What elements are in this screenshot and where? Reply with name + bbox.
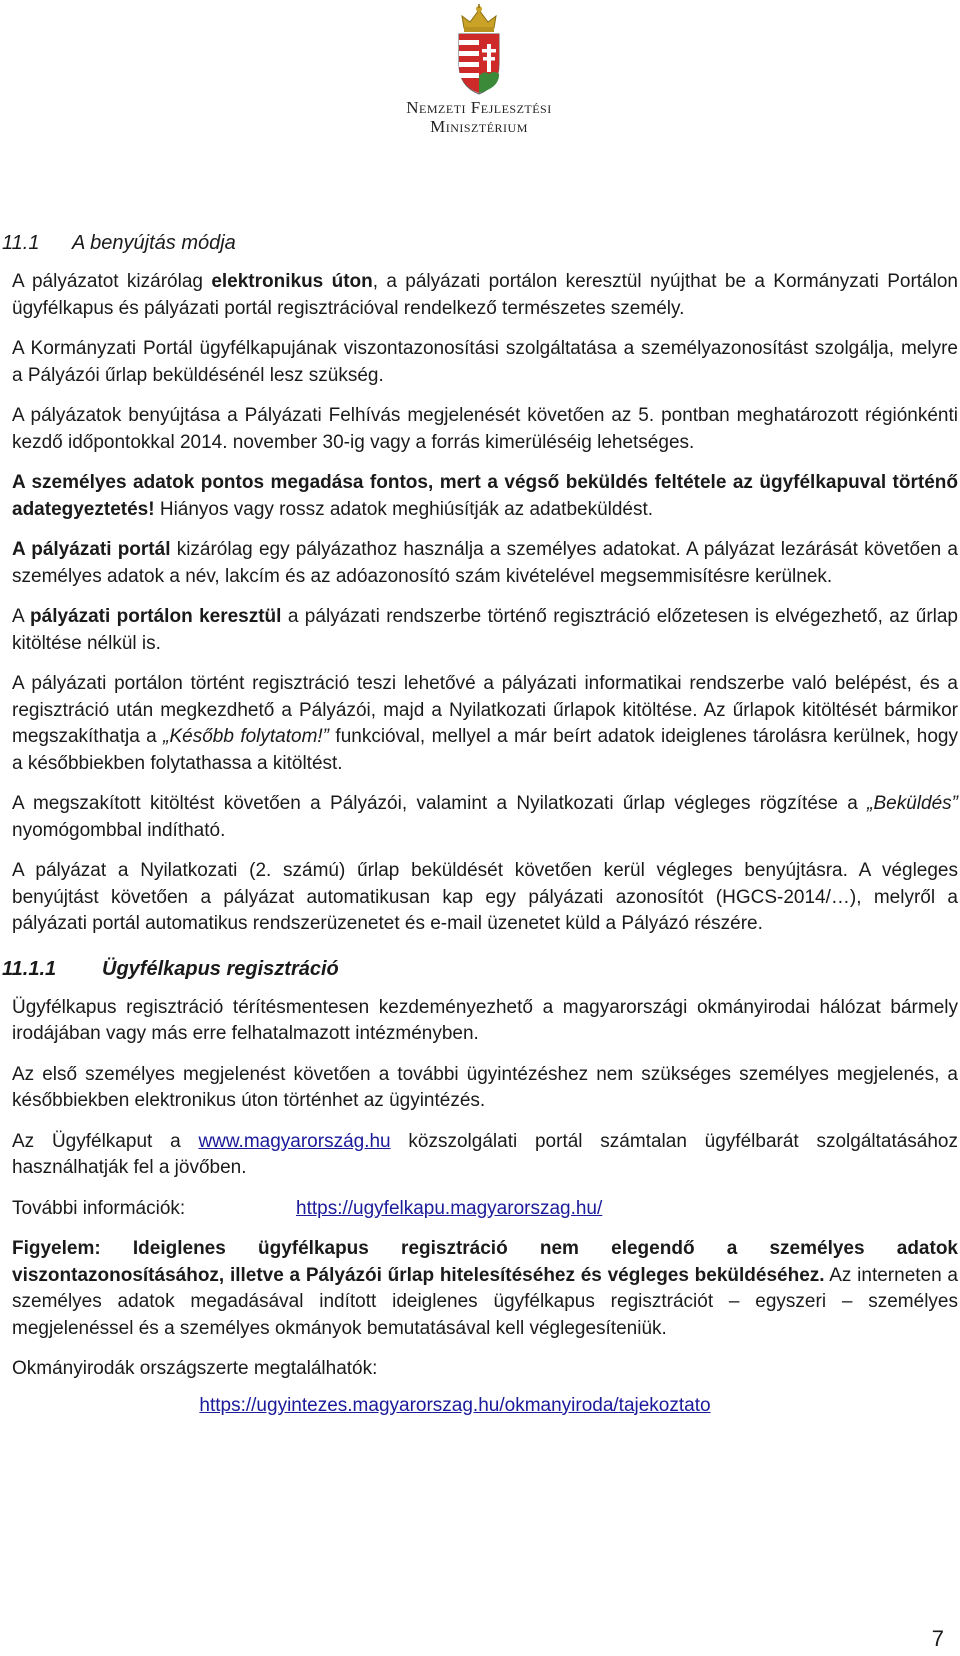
section-number: 11.1	[2, 232, 40, 254]
paragraph-warning	[12, 1236, 958, 1342]
paragraph-final-submission: A pályázat a Nyilatkozati (2. számú) űrlap beküldését követően kerül végleges benyújtásra. A végleges benyújtást követően a pályázat automatikusan kap egy pályázati azonosítót (HGCS-2014/…), melyről a pályázati portál automatikus rendszerüzenetet és e-mail üzenetet küld a Pályázó részére.	[12, 860, 958, 934]
text-run: , a pályázati portálon keresztül nyújthat be a Kormányzati Portálon ügyfélkapus és pályázati portál regisztrációval rendelkező természetes személy.	[12, 271, 958, 319]
ugyfelkapu-link[interactable]: https://ugyfelkapu.magyarorszag.hu/	[296, 1197, 603, 1219]
text-run-bold: Figyelem: Ideiglenes ügyfélkapus regisztráció nem elegendő a személyes adatok viszontazonosításához, illetve a Pályázói űrlap hitelesítéséhez és végleges beküldéséhez.	[12, 1238, 958, 1286]
paragraph-finalize	[12, 791, 958, 844]
paragraph-portal-usage	[12, 537, 958, 590]
more-info-row	[12, 1196, 958, 1223]
section-title: A benyújtás módja	[72, 232, 236, 254]
text-run: A pályázati portálon történt regisztráció teszi lehetővé a pályázati informatikai rendszerbe való belépést, és a regisztráció után megkezdhető a Pályázói, majd a Nyilatkozati űrlapok kitöltése. Az űrlapok kitöltését bármikor megszakíthatja a	[12, 673, 958, 747]
subsection-title: Ügyfélkapus regisztráció	[102, 957, 339, 980]
subsection-number: 11.1.1	[2, 957, 57, 980]
paragraph-personal-data	[12, 470, 958, 523]
subsection-heading	[2, 956, 958, 982]
document-body	[2, 230, 958, 1419]
section-heading	[2, 230, 958, 256]
paragraph-pre-registration	[12, 604, 958, 657]
magyarorszag-link[interactable]: www.magyarország.hu	[198, 1130, 391, 1152]
ministry-name	[372, 98, 586, 136]
text-run: Hiányos vagy rossz adatok meghiúsítják az adatbeküldést.	[154, 498, 654, 520]
paragraph-submission	[12, 269, 958, 322]
paragraph-registration	[12, 671, 958, 777]
more-info-label: További információk:	[12, 1197, 186, 1219]
paragraph-portal-auth: A Kormányzati Portál ügyfélkapujának viszontazonosítási szolgáltatása a személyazonosítást szolgálja, melyre a Pályázói űrlap beküldésénél lesz szükség.	[12, 338, 958, 386]
text-run: funkcióval, mellyel a már beírt adatok ideiglenes tárolásra kerülnek, hogy a későbbiekben folytathassa a kitöltést.	[12, 726, 958, 774]
text-run: a pályázati rendszerbe történő regisztráció előzetesen is elvégezhető, az űrlap kitöltése nélkül is.	[12, 606, 958, 654]
ministry-logo	[372, 4, 586, 140]
text-run: nyomógombbal indítható.	[12, 819, 226, 841]
text-run-bold: A pályázati portál	[12, 539, 171, 560]
text-run: A megszakított kitöltést követően a Pályázói, valamint a Nyilatkozati űrlap végleges rögzítése a	[12, 793, 868, 814]
text-run: Az Ügyfélkaput a	[12, 1130, 199, 1152]
text-run-italic: „Beküldés”	[867, 793, 958, 814]
text-run-bold: A személyes adatok pontos megadása fontos, mert a végső beküldés feltétele az ügyfélkapuval történő adategyeztetés!	[12, 472, 958, 520]
text-run: közszolgálati portál számtalan ügyfélbarát szolgáltatásához használhatják fel a jövőben.	[12, 1130, 958, 1178]
paragraph-deadline: A pályázatok benyújtása a Pályázati Felhívás megjelenését követően az 5. pontban meghatározott régiónkénti kezdő időpontokkal 2014. november 30-ig vagy a forrás kimerüléséig lehetséges.	[12, 405, 958, 453]
page-number: 7	[931, 1626, 944, 1651]
text-run: kizárólag egy pályázathoz használja a személyes adatokat. A pályázat lezárását követően a személyes adatok a név, lakcím és az adóazonosító szám kivételével megsemmisítésre kerülnek.	[12, 539, 958, 587]
ministry-name-line1: Nemzeti Fejlesztési	[406, 98, 552, 117]
text-run: A	[12, 606, 31, 627]
coat-of-arms-icon	[454, 4, 504, 96]
text-run: Az interneten a személyes adatok megadásával indított ideiglenes ügyfélkapus regisztrációt – egyszeri – személyes megjelenéssel és a személyes okmányok bemutatásával kell véglegesíteniük.	[12, 1264, 958, 1339]
text-run-bold: pályázati portálon keresztül	[30, 606, 282, 627]
okmanyiroda-link[interactable]: https://ugyintezes.magyarorszag.hu/okmanyiroda/tajekoztato	[199, 1394, 711, 1416]
offices-link-row	[12, 1393, 958, 1420]
ministry-name-line2: Minisztérium	[430, 117, 528, 136]
paragraph-ugyfelkapu-free: Ügyfélkapus regisztráció térítésmentesen kezdeményezhető a magyarországi okmányirodai hálózat bármely irodájában vagy más erre felhatalmazott intézményben.	[12, 996, 958, 1044]
text-run-bold: elektronikus úton	[211, 271, 373, 292]
text-run: A pályázatot kizárólag	[12, 271, 212, 292]
paragraph-portal-link	[12, 1129, 958, 1182]
text-run-italic: „Később folytatom!”	[163, 726, 330, 747]
paragraph-first-appearance: Az első személyes megjelenést követően a további ügyintézéshez nem szükséges személyes megjelenés, a későbbiekben elektronikus úton történhet az ügyintézés.	[12, 1063, 958, 1111]
paragraph-offices: Okmányirodák országszerte megtalálhatók:	[12, 1358, 378, 1379]
